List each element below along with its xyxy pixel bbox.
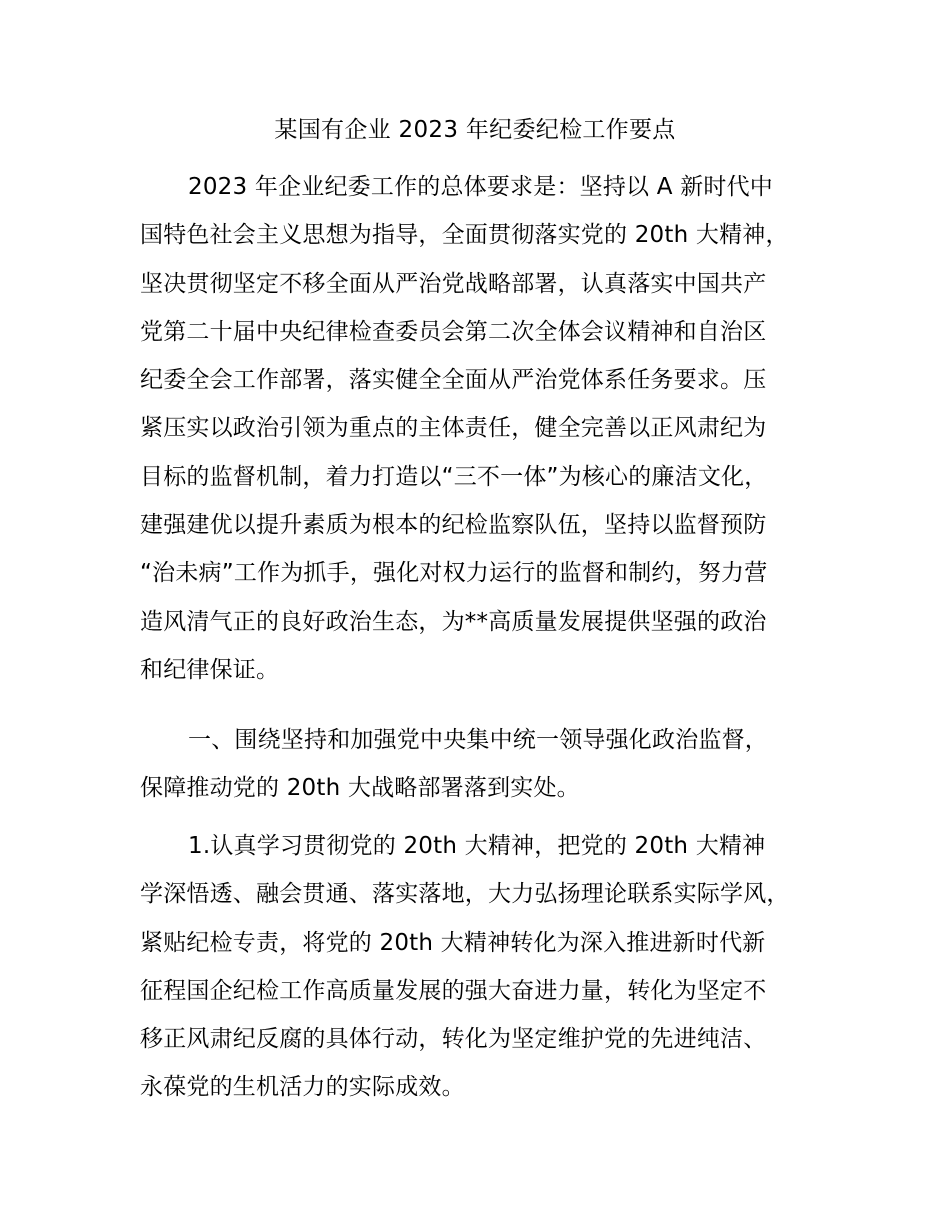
paragraph-line: 党第二十届中央纪律检查委员会第二次全体会议精神和自治区 (140, 318, 767, 345)
paragraph-line: 移正风肃纪反腐的具体行动，转化为坚定维护党的先进纯洁、 (140, 1026, 767, 1053)
paragraph-line: 坚决贯彻坚定不移全面从严治党战略部署，认真落实中国共产 (140, 270, 767, 297)
paragraph-line: 紧压实以政治引领为重点的主体责任，健全完善以正风肃纪为 (140, 415, 767, 442)
paragraph-line: 紧贴纪检专责，将党的 20th 大精神转化为深入推进新时代新 (140, 929, 766, 956)
paragraph-line: 目标的监督机制，着力打造以“三不一体”为核心的廉洁文化， (140, 463, 768, 490)
paragraph-line: 征程国企纪检工作高质量发展的强大奋进力量，转化为坚定不 (140, 977, 767, 1004)
paragraph-line: 纪委全会工作部署，落实健全全面从严治党体系任务要求。压 (140, 367, 767, 394)
paragraph-line: 1.认真学习贯彻党的 20th 大精神，把党的 20th 大精神 (188, 833, 766, 859)
paragraph-line: 2023 年企业纪委工作的总体要求是：坚持以 A 新时代中 (188, 174, 774, 200)
paragraph-line: 建强建优以提升素质为根本的纪检监察队伍，坚持以监督预防 (140, 512, 767, 539)
paragraph-line: 造风清气正的良好政治生态，为**高质量发展提供坚强的政治 (140, 608, 767, 635)
paragraph-line: 保障推动党的 20th 大战略部署落到实处。 (140, 775, 580, 802)
paragraph-general-requirements (140, 163, 840, 694)
paragraph-line: 国特色社会主义思想为指导，全面贯彻落实党的 20th 大精神， (140, 222, 789, 249)
paragraph-line: 一、围绕坚持和加强党中央集中统一领导强化政治监督， (188, 727, 768, 753)
paragraph-line: “治未病”工作为抓手，强化对权力运行的监督和制约，努力营 (140, 560, 768, 587)
paragraph-line: 永葆党的生机活力的实际成效。 (140, 1074, 465, 1101)
document-title: 某国有企业 2023 年纪委纪检工作要点 (274, 117, 676, 143)
paragraph-item-1 (140, 822, 840, 1112)
paragraph-line: 学深悟透、融会贯通、落实落地，大力弘扬理论联系实际学风， (140, 881, 790, 908)
paragraph-line: 和纪律保证。 (140, 656, 280, 683)
section-heading-one (140, 716, 840, 813)
